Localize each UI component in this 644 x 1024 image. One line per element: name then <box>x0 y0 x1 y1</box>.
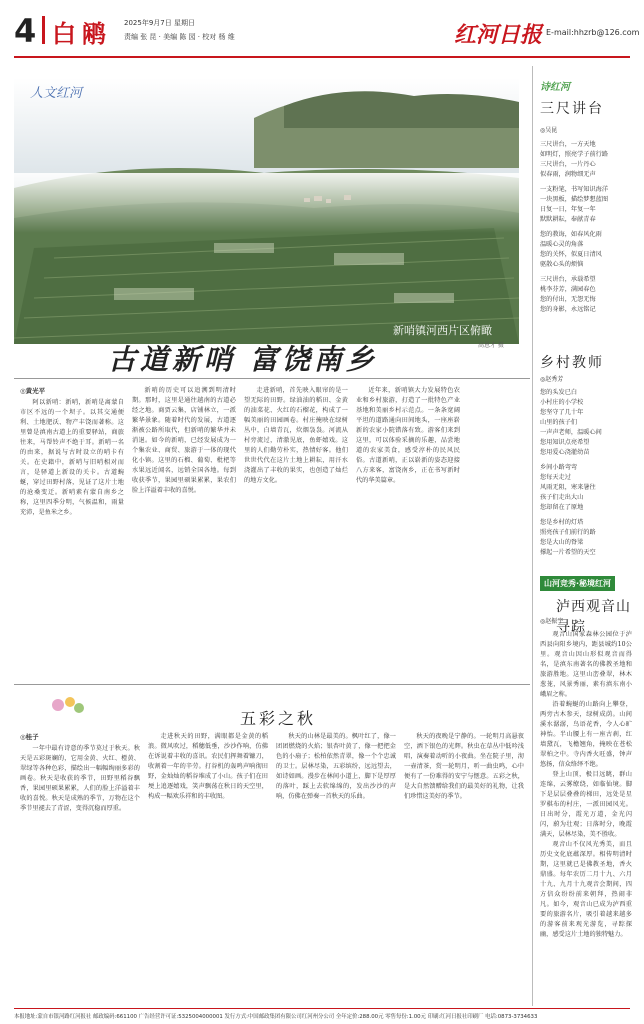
poem-line: 您用爱心浇灌幼苗 <box>540 449 590 456</box>
article-title: 五彩之秋 <box>240 709 317 728</box>
feature-title: 泸西观音山寻踪 <box>556 599 631 635</box>
poem-line: 您的关怀，似夏日清风 <box>540 251 602 258</box>
footer-info: 本报地址:蒙自市银河路红河报社 邮政编码:661100 广告经营许可证:5325004000001 发行方式:中国邮政集团有限公司红河州分公司 全年定价:288.00元 零售每份:1.00元 印刷:红河日报社印刷厂 电话:0873-3734633 <box>14 1014 538 1020</box>
poem-line: 您的教诲，如春风化雨 <box>540 231 602 238</box>
article2-column-2 <box>148 732 268 1006</box>
main-headline: 古道新哨 富饶南乡 <box>108 343 378 376</box>
article-column-2 <box>132 386 236 676</box>
poem-line: 您却留在了原地 <box>540 504 584 511</box>
poem-title: 三尺讲台 <box>540 101 604 117</box>
article-separator <box>14 684 530 685</box>
photo-caption: 新哨镇河西片区俯瞰 <box>393 324 492 337</box>
article-illustration <box>48 694 88 719</box>
paragraph: 登上山顶，极目远眺，群山连绵，云雾缭绕，如临仙境。脚下是层层叠叠的梯田，远处是星罗棋布的村庄，一派田园风光。日出时分，霞光万道，金光闪闪，蔚为壮观；日落时分，晚霞满天，层林尽染，美不胜收。 <box>540 771 632 838</box>
contact-email: E-mail:hhzrb@126.com <box>546 28 640 37</box>
paragraph: 观音山不仅风光秀美，而且历史文化底蕴深厚。相传明清时期，这里就已是佛教圣地，香火鼎盛。每年农历二月十九、六月十九、九月十九观音会期间，四方信众纷纷前来朝拜，热闹非凡。如今，观音山已成为泸西重要的旅游名片，吸引着越来越多的游客前来观光游览，寻踪探幽，感受这片土地的独特魅力。 <box>540 841 632 938</box>
poem-line: 您用知识点亮希望 <box>540 439 590 446</box>
article-author: ◎桂子 <box>20 733 39 741</box>
poem-line: 三尺讲台，一方天地 <box>540 141 596 148</box>
paragraph: 秋天的山林是最美的。枫叶红了，像一团团燃烧的火焰；银杏叶黄了，像一把把金色的小扇子；松柏依然青翠，像一个个忠诚的卫士。层林尽染，五彩缤纷，远远望去，如诗如画。漫步在林间小道上，脚下是厚厚的落叶，踩上去软绵绵的，发出沙沙的声响，仿佛在弹奏一首秋天的乐曲。 <box>276 733 396 800</box>
flower-icon <box>48 694 88 716</box>
feature-body <box>540 630 632 1006</box>
poem-line: 孩子们走出大山 <box>540 494 584 501</box>
poem-line: 您的付出，无怨无悔 <box>540 296 596 303</box>
footer-rule <box>14 1008 630 1009</box>
poem-line: 风雨无阻，寒来暑往 <box>540 484 596 491</box>
section-name: 白鹇 <box>52 19 112 48</box>
poem-line: 您的身影，永远铭记 <box>540 306 596 313</box>
poem-title: 乡村教师 <box>540 355 604 371</box>
poem-line: 您是大山的脊梁 <box>540 539 584 546</box>
aerial-photo <box>14 78 519 344</box>
poem-line: 似春雨，润物细无声 <box>540 171 596 178</box>
paragraph: 阿以新哨：新哨，新哨是离蒙自市区不远的一个坝子。以其交通便利、土地肥沃、物产丰饶而著称。这里曾是滇南古道上的重要驿站，商旅往来，马帮铃声不绝于耳。新哨一名的由来，据说与古时设立的哨卡有关。在史籍中，新哨与旧哨相对而言，是驿道上新设的关卡。古道蜿蜒，穿过田野村落，见证了这片土地的沧桑变迁。新哨素有蒙自南乡之称，这里四季分明，气候温和，雨量充沛，是鱼米之乡。 <box>20 399 124 516</box>
right-column-rule <box>532 66 533 1006</box>
paragraph: 走进秋天的田野，满眼都是金黄的稻浪。微风吹过，稻穗低垂，沙沙作响，仿佛在诉说着丰收的喜讯。农民们挥舞着镰刀，收割着一年的辛劳。打谷机的轰鸣声响彻田野，金灿灿的稻谷堆成了小山。孩子们在田埂上追逐嬉戏，笑声飘荡在秋日的天空里，构成一幅欢乐祥和的丰收图。 <box>148 733 268 800</box>
poem-line: 三尺讲台，承载希望 <box>540 276 596 283</box>
poem-line: 您是乡村的灯塔 <box>540 519 584 526</box>
column-logo: 人文红河 <box>30 86 83 101</box>
poem-line: 山里的孩子们 <box>540 419 578 426</box>
photo-credit: 高恩才 摄 <box>478 342 504 349</box>
paragraph: 沿着蜿蜒的山路向上攀登，两旁古木参天，绿树成荫。山间溪水潺潺，鸟语花香，令人心旷神怡。半山腰上有一座古刹，红墙黛瓦，飞檐翘角，掩映在苍松翠柏之中。寺内香火旺盛，钟声悠扬，信众络绎不绝。 <box>540 701 632 768</box>
headline-rule <box>14 378 530 379</box>
poem-line: 三尺讲台，一片丹心 <box>540 161 596 168</box>
poem-line: 一块黑板，描绘梦想蓝图 <box>540 196 609 203</box>
poem-line: 撑起一片希望的天空 <box>540 549 596 556</box>
poem-line: 温暖心灵的角落 <box>540 241 584 248</box>
issue-date: 2025年9月7日 星期日 <box>124 19 195 27</box>
landscape-illustration <box>14 78 519 344</box>
header-info <box>124 16 324 44</box>
article2-column-3 <box>276 732 396 1006</box>
poem-author: ◎吴昆 <box>540 127 558 134</box>
poem-line: 您的头发已白 <box>540 389 578 396</box>
feature-author: ◎赵振宇 <box>540 618 564 625</box>
editor-credits: 责编 张 昆 · 美编 陈 园 · 校对 杨 维 <box>124 33 235 41</box>
paragraph: 走进新哨，首先映入眼帘的是一望无际的田野。绿油油的稻田、金黄的油菜花、火红的石榴花，构成了一幅美丽的田园画卷。村庄掩映在绿树丛中，白墙青瓦，炊烟袅袅。河流从村旁流过，清澈见底，鱼虾嬉戏。这里的人们勤劳朴实，热情好客。他们世世代代在这片土地上耕耘，用汗水浇灌出了丰收的果实，也创造了灿烂的地方文化。 <box>244 387 348 484</box>
newspaper-logo: 红河日报 <box>454 22 543 48</box>
article-column-4 <box>356 386 460 566</box>
article2-column-1 <box>20 744 140 1006</box>
poem-line: 驱散心头的烦恼 <box>540 261 584 268</box>
article-author: ◎黄光平 <box>20 387 46 395</box>
article-column-1 <box>20 398 124 676</box>
poem-line: 照亮孩子们前行的路 <box>540 529 596 536</box>
paragraph: 观音山国家森林公园位于泸西县向阳乡境内，距县城约10公里。观音山因山形似观音而得名，是滇东南著名的佛教圣地和旅游胜地。这里山峦叠翠，林木葱茏，风景秀丽，素有滇东南小峨眉之称。 <box>540 631 632 698</box>
poem-line: 一支粉笔，书写知识海洋 <box>540 186 609 193</box>
poem-line: 您坚守了几十年 <box>540 409 584 416</box>
paragraph: 新哨的历史可以追溯到明清时期。那时，这里是通往越南的古道必经之地。商贾云集，店铺林立，一派繁华景象。随着时代的发展，古道逐渐被公路所取代，但新哨的繁华并未消退。如今的新哨，已经发展成为一个集农业、商贸、旅游于一体的现代化小镇。这里的石榴、葡萄、枇杷等水果远近闻名，远销全国各地。每到收获季节，果园里硕果累累，果农们脸上洋溢着丰收的喜悦。 <box>132 387 236 494</box>
article2-column-4 <box>404 732 524 1006</box>
header-divider <box>42 16 45 44</box>
poem-line: 默默耕耘，奉献青春 <box>540 216 596 223</box>
paragraph: 一年中最有诗意的季节莫过于秋天。秋天是五彩斑斓的，它用金黄、火红、橙黄、翠绿等各种色彩，描绘出一幅幅绚丽多彩的画卷。秋天是收获的季节，田野里稻谷飘香，果园里硕果累累，人们的脸上洋溢着丰收的喜悦。秋天是成熟的季节，万物在这个季节里褪去了青涩，变得沉稳而厚重。 <box>20 745 140 812</box>
poem-line: 日复一日，年复一年 <box>540 206 596 213</box>
article-column-3 <box>244 386 348 676</box>
poetry-badge: 诗红河 <box>540 82 570 93</box>
poem-line: 您每天走过 <box>540 474 571 481</box>
poem-line: 小村庄的小学校 <box>540 399 584 406</box>
header-rule <box>14 56 630 58</box>
poem-line: 一声声老师，温暖心间 <box>540 429 602 436</box>
paragraph: 近年来，新哨镇大力发展特色农业和乡村旅游，打造了一批特色产业基地和美丽乡村示范点。一条条宽阔平坦的道路通向田间地头，一座座崭新的农家小院错落有致。游客们来到这里，可以体验采摘的乐趣，品尝地道的农家美食，感受淳朴的民风民俗。古道新哨，正以崭新的姿态迎接八方来客，富饶南乡，正在书写新时代的华美篇章。 <box>356 387 460 484</box>
page-number: 4 <box>14 12 37 50</box>
poem-line: 桃李芬芳，满园春色 <box>540 286 596 293</box>
poem-author: ◎赵秀芳 <box>540 376 564 383</box>
poem-body <box>540 388 632 564</box>
feature-banner: 山河竞秀·秘境红河 <box>540 576 615 591</box>
paragraph: 秋天的夜晚是宁静的。一轮明月高悬夜空，洒下银色的光辉。秋虫在草丛中低吟浅唱，演奏着动听的小夜曲。坐在院子里，沏一壶清茶，赏一轮明月，听一曲虫鸣，心中便有了一份难得的安宁与惬意。五彩之秋，是大自然馈赠给我们的最美好的礼物，让我们珍惜这美好的季节。 <box>404 733 524 800</box>
poem-line: 乡间小路弯弯 <box>540 464 578 471</box>
poem-line: 如明灯，照亮学子前行路 <box>540 151 609 158</box>
poem-body <box>540 140 632 340</box>
